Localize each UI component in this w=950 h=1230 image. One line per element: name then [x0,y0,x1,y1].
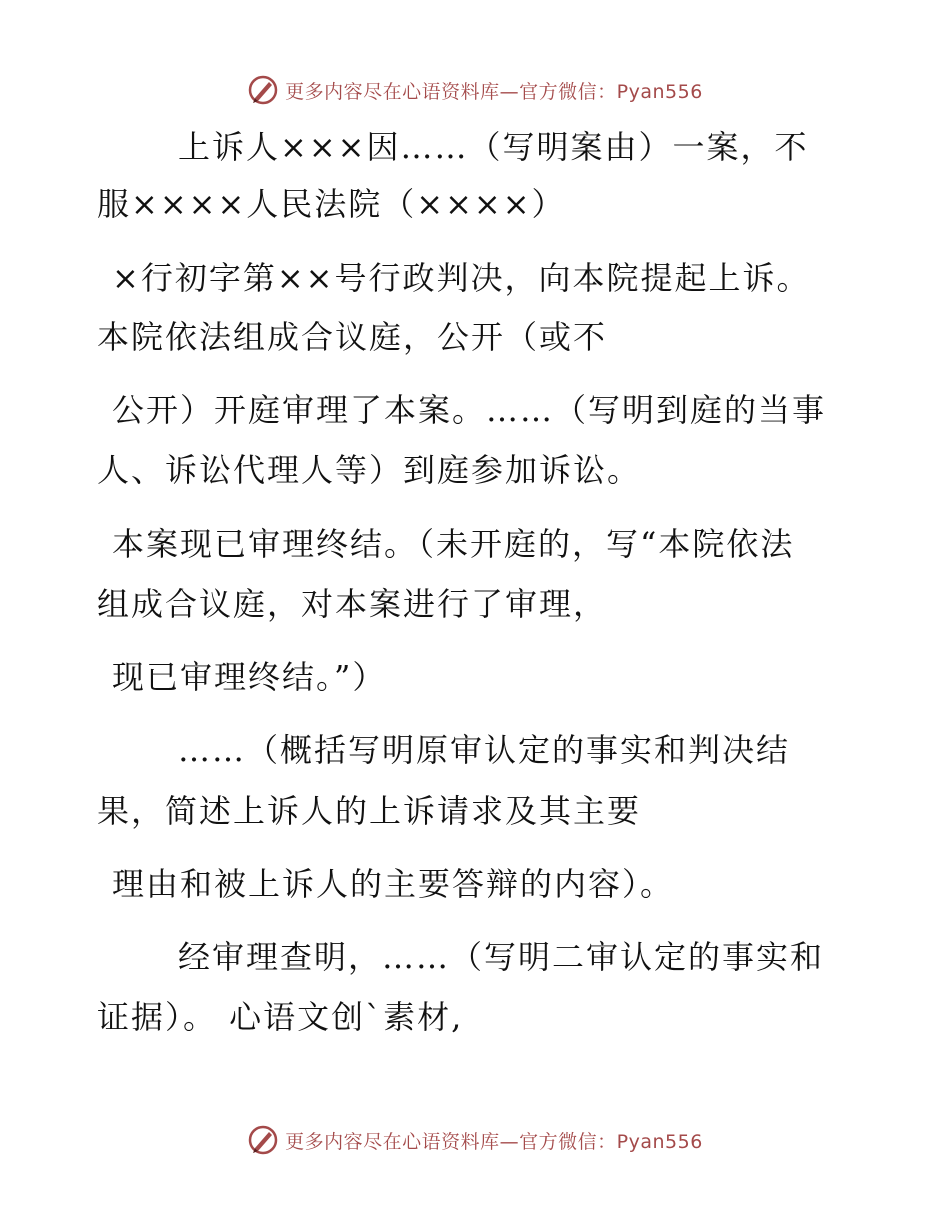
body-line-3: ×行初字第××号行政判决，向本院提起上诉。 [112,259,811,297]
body-line-6: 人、诉讼代理人等）到庭参加诉讼。 [97,451,642,489]
pen-logo-icon [247,1124,279,1156]
footer-watermark [0,1118,950,1162]
footer-watermark-text: 更多内容尽在心语资料库—官方微信：Pyan556 [285,1130,703,1153]
body-line-5: 公开）开庭审理了本案。……（写明到庭的当事 [112,391,827,429]
body-line-13: 经审理查明，……（写明二审认定的事实和 [178,938,825,976]
body-line-11: 果，简述上诉人的上诉请求及其主要 [97,792,642,830]
body-line-2: 服××××人民法院（××××） [97,185,566,223]
body-line-9: 现已审理终结。”） [112,658,387,696]
body-line-4: 本院依法组成合议庭，公开（或不 [97,318,608,356]
body-line-10: ……（概括写明原审认定的事实和判决结 [178,731,791,769]
body-line-12: 理由和被上诉人的主要答辩的内容）。 [112,865,675,903]
pen-logo-icon [247,74,279,106]
body-line-14: 证据）。 心语文创`素材, [97,998,464,1036]
header-watermark-text: 更多内容尽在心语资料库—官方微信：Pyan556 [285,80,703,103]
header-watermark [0,68,950,112]
body-line-1: 上诉人×××因……（写明案由）一案，不 [178,128,809,166]
body-line-8: 组成合议庭，对本案进行了审理， [97,585,608,623]
body-line-7: 本案现已审理终结。（未开庭的，写“本院依法 [112,525,795,563]
